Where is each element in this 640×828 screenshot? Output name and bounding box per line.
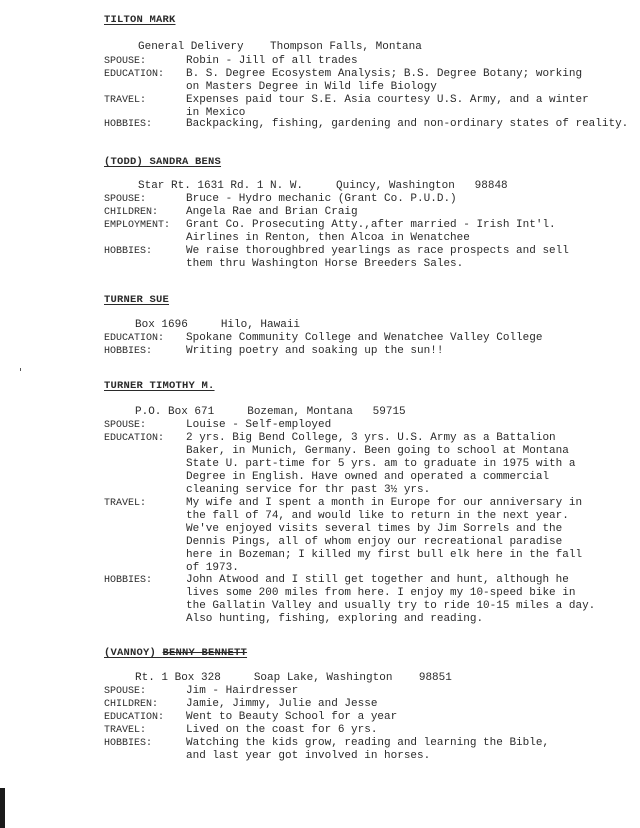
field-value: Bruce - Hydro mechanic (Grant Co. P.U.D.) [186, 193, 457, 205]
entry-name: TURNER TIMOTHY M. [104, 380, 215, 392]
field-label: SPOUSE: [104, 686, 147, 697]
field-label: SPOUSE: [104, 56, 147, 67]
field-value: them thru Washington Horse Breeders Sales. [186, 258, 464, 270]
field-label: HOBBIES: [104, 575, 153, 586]
entry-address: Box 1696 Hilo, Hawaii [135, 319, 301, 331]
field-label: EDUCATION: [104, 333, 165, 344]
field-value: 2 yrs. Big Bend College, 3 yrs. U.S. Army as a Battalion [186, 432, 556, 444]
entry-name [104, 647, 247, 659]
field-value: the Gallatin Valley and usually try to ride 10-15 miles a day. [186, 600, 596, 612]
field-label: TRAVEL: [104, 498, 147, 509]
field-value: Also hunting, fishing, exploring and reading. [186, 613, 484, 625]
field-value: Grant Co. Prosecuting Atty.,after married - Irish Int'l. [186, 219, 556, 231]
field-value: Went to Beauty School for a year [186, 711, 398, 723]
field-label: CHILDREN: [104, 699, 159, 710]
field-value: Writing poetry and soaking up the sun!! [186, 345, 444, 357]
field-label: HOBBIES: [104, 346, 153, 357]
field-value: B. S. Degree Ecosystem Analysis; B.S. Degree Botany; working [186, 68, 583, 80]
field-value: Expenses paid tour S.E. Asia courtesy U.S. Army, and a winter [186, 94, 589, 106]
field-value: State U. part-time for 5 yrs. am to graduate in 1975 with a [186, 458, 576, 470]
field-value: Backpacking, fishing, gardening and non-ordinary states of reality. [186, 118, 629, 130]
scan-margin-bar [0, 788, 5, 828]
field-label: EMPLOYMENT: [104, 220, 171, 231]
field-value: Jim - Hairdresser [186, 685, 299, 697]
field-value: Watching the kids grow, reading and learning the Bible, [186, 737, 550, 749]
field-value: Spokane Community College and Wenatchee Valley College [186, 332, 543, 344]
field-value: cleaning service for thr past 3½ yrs. [186, 484, 431, 496]
field-value: and last year got involved in horses. [186, 750, 431, 762]
field-label: EDUCATION: [104, 712, 165, 723]
entry-address: P.O. Box 671 Bozeman, Montana 59715 [135, 406, 406, 418]
field-value: Jamie, Jimmy, Julie and Jesse [186, 698, 378, 710]
field-label: EDUCATION: [104, 69, 165, 80]
entry-name: TILTON MARK [104, 14, 176, 26]
entry-address: General Delivery Thompson Falls, Montana [138, 41, 422, 53]
field-value: Degree in English. Have owned and operated a commercial [186, 471, 550, 483]
field-value: in Mexico [186, 107, 246, 119]
field-value: Airlines in Renton, then Alcoa in Wenatchee [186, 232, 470, 244]
field-label: CHILDREN: [104, 207, 159, 218]
field-value: Lived on the coast for 6 yrs. [186, 724, 378, 736]
field-label: HOBBIES: [104, 246, 153, 257]
field-value: Baker, in Munich, Germany. Been going to school at Montana [186, 445, 569, 457]
field-value: here in Bozeman; I killed my first bull elk here in the fall [186, 549, 583, 561]
field-label: HOBBIES: [104, 119, 153, 130]
field-label: EDUCATION: [104, 433, 165, 444]
field-label: TRAVEL: [104, 95, 147, 106]
entry-name-current: (VANNOY) [104, 647, 157, 659]
field-label: SPOUSE: [104, 194, 147, 205]
field-value: lives some 200 miles from here. I enjoy my 10-speed bike in [186, 587, 576, 599]
field-value: My wife and I spent a month in Europe for our anniversary in [186, 497, 583, 509]
field-value: on Masters Degree in Wild life Biology [186, 81, 437, 93]
entry-address: Rt. 1 Box 328 Soap Lake, Washington 98851 [135, 672, 452, 684]
field-value: the fall of 74, and would like to return in the next year. [186, 510, 569, 522]
field-value: Dennis Pings, all of whom enjoy our recreational paradise [186, 536, 563, 548]
field-value: John Atwood and I still get together and hunt, although he [186, 574, 569, 586]
field-value: Robin - Jill of all trades [186, 55, 358, 67]
field-label: SPOUSE: [104, 420, 147, 431]
field-value: We raise thoroughbred yearlings as race prospects and sell [186, 245, 569, 257]
field-value: Louise - Self-employed [186, 419, 332, 431]
field-value: of 1973. [186, 562, 239, 574]
entry-name-struck: BENNY BENNETT [162, 647, 248, 659]
entry-name: TURNER SUE [104, 294, 170, 306]
scan-speck [20, 368, 21, 371]
entry-name: (TODD) SANDRA BENS [104, 156, 222, 168]
field-label: HOBBIES: [104, 738, 153, 749]
entry-address: Star Rt. 1631 Rd. 1 N. W. Quincy, Washington 98848 [138, 180, 508, 192]
field-label: TRAVEL: [104, 725, 147, 736]
field-value: Angela Rae and Brian Craig [186, 206, 358, 218]
field-value: We've enjoyed visits several times by Jim Sorrels and the [186, 523, 563, 535]
